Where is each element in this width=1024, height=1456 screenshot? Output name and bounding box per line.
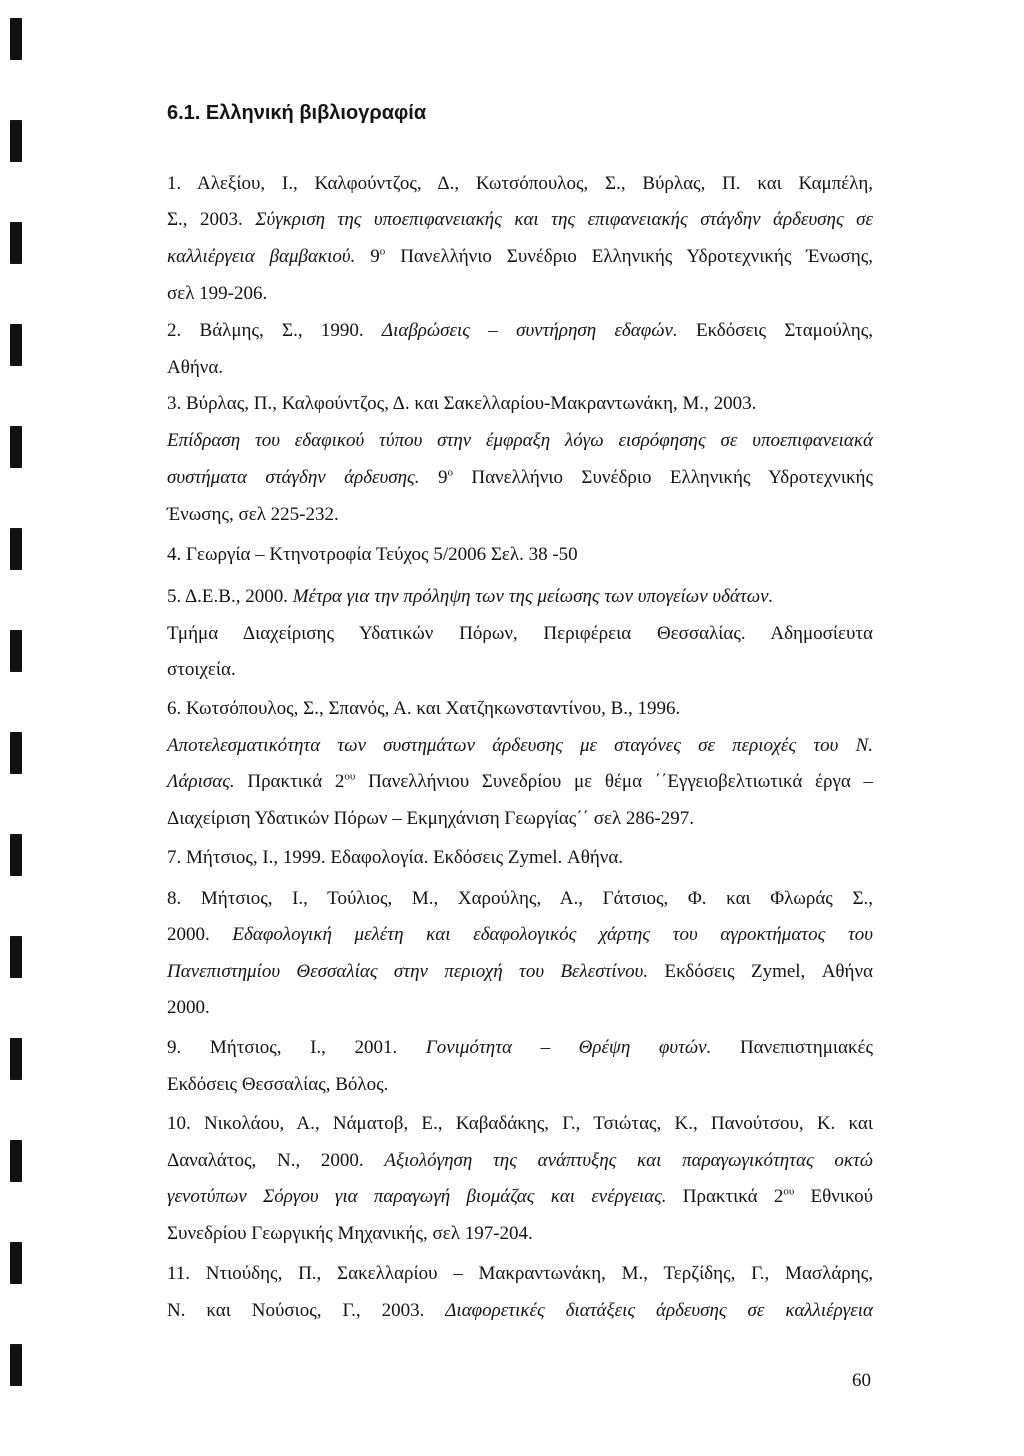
entry-title-italic: Γονιμότητα – Θρέψη φυτών. — [425, 1037, 712, 1058]
binding-hole — [10, 732, 22, 774]
entry-title-italic: Αποτελεσματικότητα των συστημάτων άρδευσης με σταγόνες σε περιοχές του Ν. — [167, 735, 873, 756]
entry-3-line-4: Ένωσης, σελ 225-232. — [167, 504, 339, 525]
entry-5-line-2: Τμήμα Διαχείρισης Υδατικών Πόρων, Περιφέρεια Θεσσαλίας. Αδημοσίευτα — [167, 623, 873, 644]
entry-7-line-1 — [167, 848, 623, 867]
entry-9-line-2: Εκδόσεις Θεσσαλίας, Βόλος. — [167, 1074, 389, 1095]
entry-text: Εκδόσεις Zymel, Αθήνα — [664, 961, 873, 982]
entry-text: Μήτσιος, Ι., 1999. Εδαφολογία. Εκδόσεις Zymel. Αθήνα. — [186, 847, 624, 868]
entry-text: Πανελλήνιο Συνέδριο Ελληνικής Υδροτεχνικής — [471, 467, 874, 488]
entry-title-italic: καλλιέργεια βαμβακιού. — [167, 246, 356, 267]
entry-number: 4. — [167, 544, 182, 565]
entry-title-italic: Αξιολόγηση της ανάπτυξης και παραγωγικότητας οκτώ — [384, 1150, 874, 1171]
entry-10-line-4: Συνεδρίου Γεωργικής Μηχανικής, σελ 197-204. — [167, 1223, 533, 1244]
entry-number: 9. — [167, 1037, 182, 1058]
entry-3-line-3 — [167, 468, 873, 487]
entry-8-line-1 — [167, 889, 873, 908]
entry-3-line-1 — [167, 394, 756, 413]
entry-8-line-3 — [167, 962, 873, 981]
entry-text: Νικολάου, Α., Νάματοβ, Ε., Καβαδάκης, Γ., Τσιώτας, Κ., Πανούτσου, Κ. και — [203, 1113, 873, 1134]
binding-hole — [10, 528, 22, 570]
entry-5-line-3: στοιχεία. — [167, 659, 236, 680]
entry-text: Εθνικού — [810, 1186, 874, 1207]
entry-text: Σ., 2003. — [167, 209, 243, 230]
entry-text: Εκδόσεις Σταμούλης, — [695, 320, 873, 341]
entry-title-italic: Διαβρώσεις – συντήρηση εδαφών. — [381, 320, 678, 341]
entry-2-line-2: Αθήνα. — [167, 357, 224, 378]
entry-10-line-1 — [167, 1114, 873, 1133]
entry-9-line-1 — [167, 1038, 873, 1057]
page-number: 60 — [852, 1370, 871, 1391]
entry-5-line-1 — [167, 587, 773, 606]
entry-number: 8. — [167, 888, 182, 909]
entry-4-line-1 — [167, 545, 578, 564]
entry-text: Ν. και Νούσιος, Γ., 2003. — [167, 1300, 425, 1321]
entry-number: 2. — [167, 320, 182, 341]
entry-title-italic: Λάρισας. — [167, 771, 235, 792]
entry-1-line-3 — [167, 247, 873, 266]
entry-text: Βάλμης, Σ., 1990. — [199, 320, 364, 341]
entry-11-line-1 — [167, 1264, 873, 1283]
entry-title-italic: γενοτύπων Σόργου για παραγωγή βιομάζας και ενέργειας. — [167, 1186, 667, 1207]
superscript: ο — [447, 466, 453, 479]
superscript: ο — [379, 245, 386, 258]
entry-title-italic: Διαφορετικές διατάξεις άρδευσης σε καλλιέργεια — [445, 1300, 873, 1321]
entry-8-line-4: 2000. — [167, 997, 210, 1018]
entry-title-italic: Εδαφολογική μελέτη και εδαφολογικός χάρτης του αγροκτήματος του — [232, 924, 873, 945]
entry-title-italic: Μέτρα για την πρόληψη των της μείωσης των υπογείων υδάτων. — [292, 586, 774, 607]
binding-hole — [10, 18, 22, 60]
binding-hole — [10, 1140, 22, 1182]
entry-number: 5. — [167, 586, 182, 607]
superscript: ου — [783, 1185, 795, 1198]
entry-title-italic: συστήματα στάγδην άρδευσης. — [167, 467, 420, 488]
entry-number: 7. — [167, 847, 182, 868]
entry-number: 11. — [167, 1263, 191, 1284]
entry-number: 3. — [167, 393, 182, 414]
entry-text: Πανελλήνιο Συνέδριο Ελληνικής Υδροτεχνικής Ένωσης, — [400, 246, 874, 267]
binding-hole — [10, 1344, 22, 1386]
entry-text: Πανελλήνιου Συνεδρίου με θέμα ΄΄Εγγειοβελτιωτικά έργα – — [368, 771, 874, 792]
entry-number: 1. — [167, 173, 182, 194]
entry-text: 9 — [370, 246, 380, 267]
entry-number: 6. — [167, 698, 182, 719]
entry-text: Δ.Ε.Β., 2000. — [184, 586, 288, 607]
entry-2-line-1 — [167, 321, 873, 340]
entry-text: Κωτσόπουλος, Σ., Σπανός, Α. και Χατζηκωνσταντίνου, Β., 1996. — [186, 698, 681, 719]
entry-title-italic: Σύγκριση της υποεπιφανειακής και της επιφανειακής στάγδην άρδευσης σε — [255, 209, 873, 230]
binding-holes-strip — [0, 0, 30, 1456]
entry-text: Πανεπιστημιακές — [739, 1037, 874, 1058]
entry-text: Ντιούδης, Π., Σακελλαρίου – Μακραντωνάκη, Μ., Τερζίδης, Γ., Μασλάρης, — [205, 1263, 873, 1284]
entry-text: Δαναλάτος, Ν., 2000. — [167, 1150, 364, 1171]
entry-10-line-3 — [167, 1187, 873, 1206]
entry-3-line-2 — [167, 431, 873, 450]
binding-hole — [10, 630, 22, 672]
entry-1-line-1 — [167, 174, 873, 193]
section-heading: 6.1. Ελληνική βιβλιογραφία — [167, 102, 427, 124]
entry-text: 9 — [437, 467, 448, 488]
entry-title-italic: Επίδραση του εδαφικού τύπου στην έμφραξη λόγω εισρόφησης σε υποεπιφανειακά — [167, 430, 873, 451]
entry-text: Πρακτικά 2 — [682, 1186, 784, 1207]
entry-text: Αλεξίου, Ι., Καλφούντζος, Δ., Κωτσόπουλος, Σ., Βύρλας, Π. και Καμπέλη, — [196, 173, 874, 194]
entry-text: Μήτσιος, Ι., Τούλιος, Μ., Χαρούλης, Α., Γάτσιος, Φ. και Φλωράς Σ., — [200, 888, 873, 909]
entry-title-italic: Πανεπιστημίου Θεσσαλίας στην περιοχή του Βελεστίνου. — [167, 961, 649, 982]
entry-text: 2000. — [167, 924, 210, 945]
entry-1-line-4: σελ 199-206. — [167, 283, 268, 304]
binding-hole — [10, 1242, 22, 1284]
entry-10-line-2 — [167, 1151, 873, 1170]
binding-hole — [10, 936, 22, 978]
entry-text: Πρακτικά 2 — [247, 771, 345, 792]
entry-number: 10. — [167, 1113, 191, 1134]
entry-6-line-4: Διαχείριση Υδατικών Πόρων – Εκμηχάνιση Γεωργίας΄΄ σελ 286-297. — [167, 808, 694, 829]
superscript: ου — [344, 770, 356, 783]
entry-11-line-2 — [167, 1301, 873, 1320]
binding-hole — [10, 120, 22, 162]
binding-hole — [10, 222, 22, 264]
entry-text: Μήτσιος, Ι., 2001. — [209, 1037, 398, 1058]
entry-6-line-2 — [167, 736, 873, 755]
entry-1-line-2 — [167, 210, 873, 229]
binding-hole — [10, 1038, 22, 1080]
entry-text: Γεωργία – Κτηνοτροφία Τεύχος 5/2006 Σελ. 38 -50 — [186, 544, 578, 565]
entry-6-line-3 — [167, 772, 873, 791]
entry-text: Βύρλας, Π., Καλφούντζος, Δ. και Σακελλαρίου-Μακραντωνάκη, Μ., 2003. — [186, 393, 757, 414]
binding-hole — [10, 426, 22, 468]
binding-hole — [10, 324, 22, 366]
entry-8-line-2 — [167, 925, 873, 944]
entry-6-line-1 — [167, 699, 680, 718]
binding-hole — [10, 834, 22, 876]
